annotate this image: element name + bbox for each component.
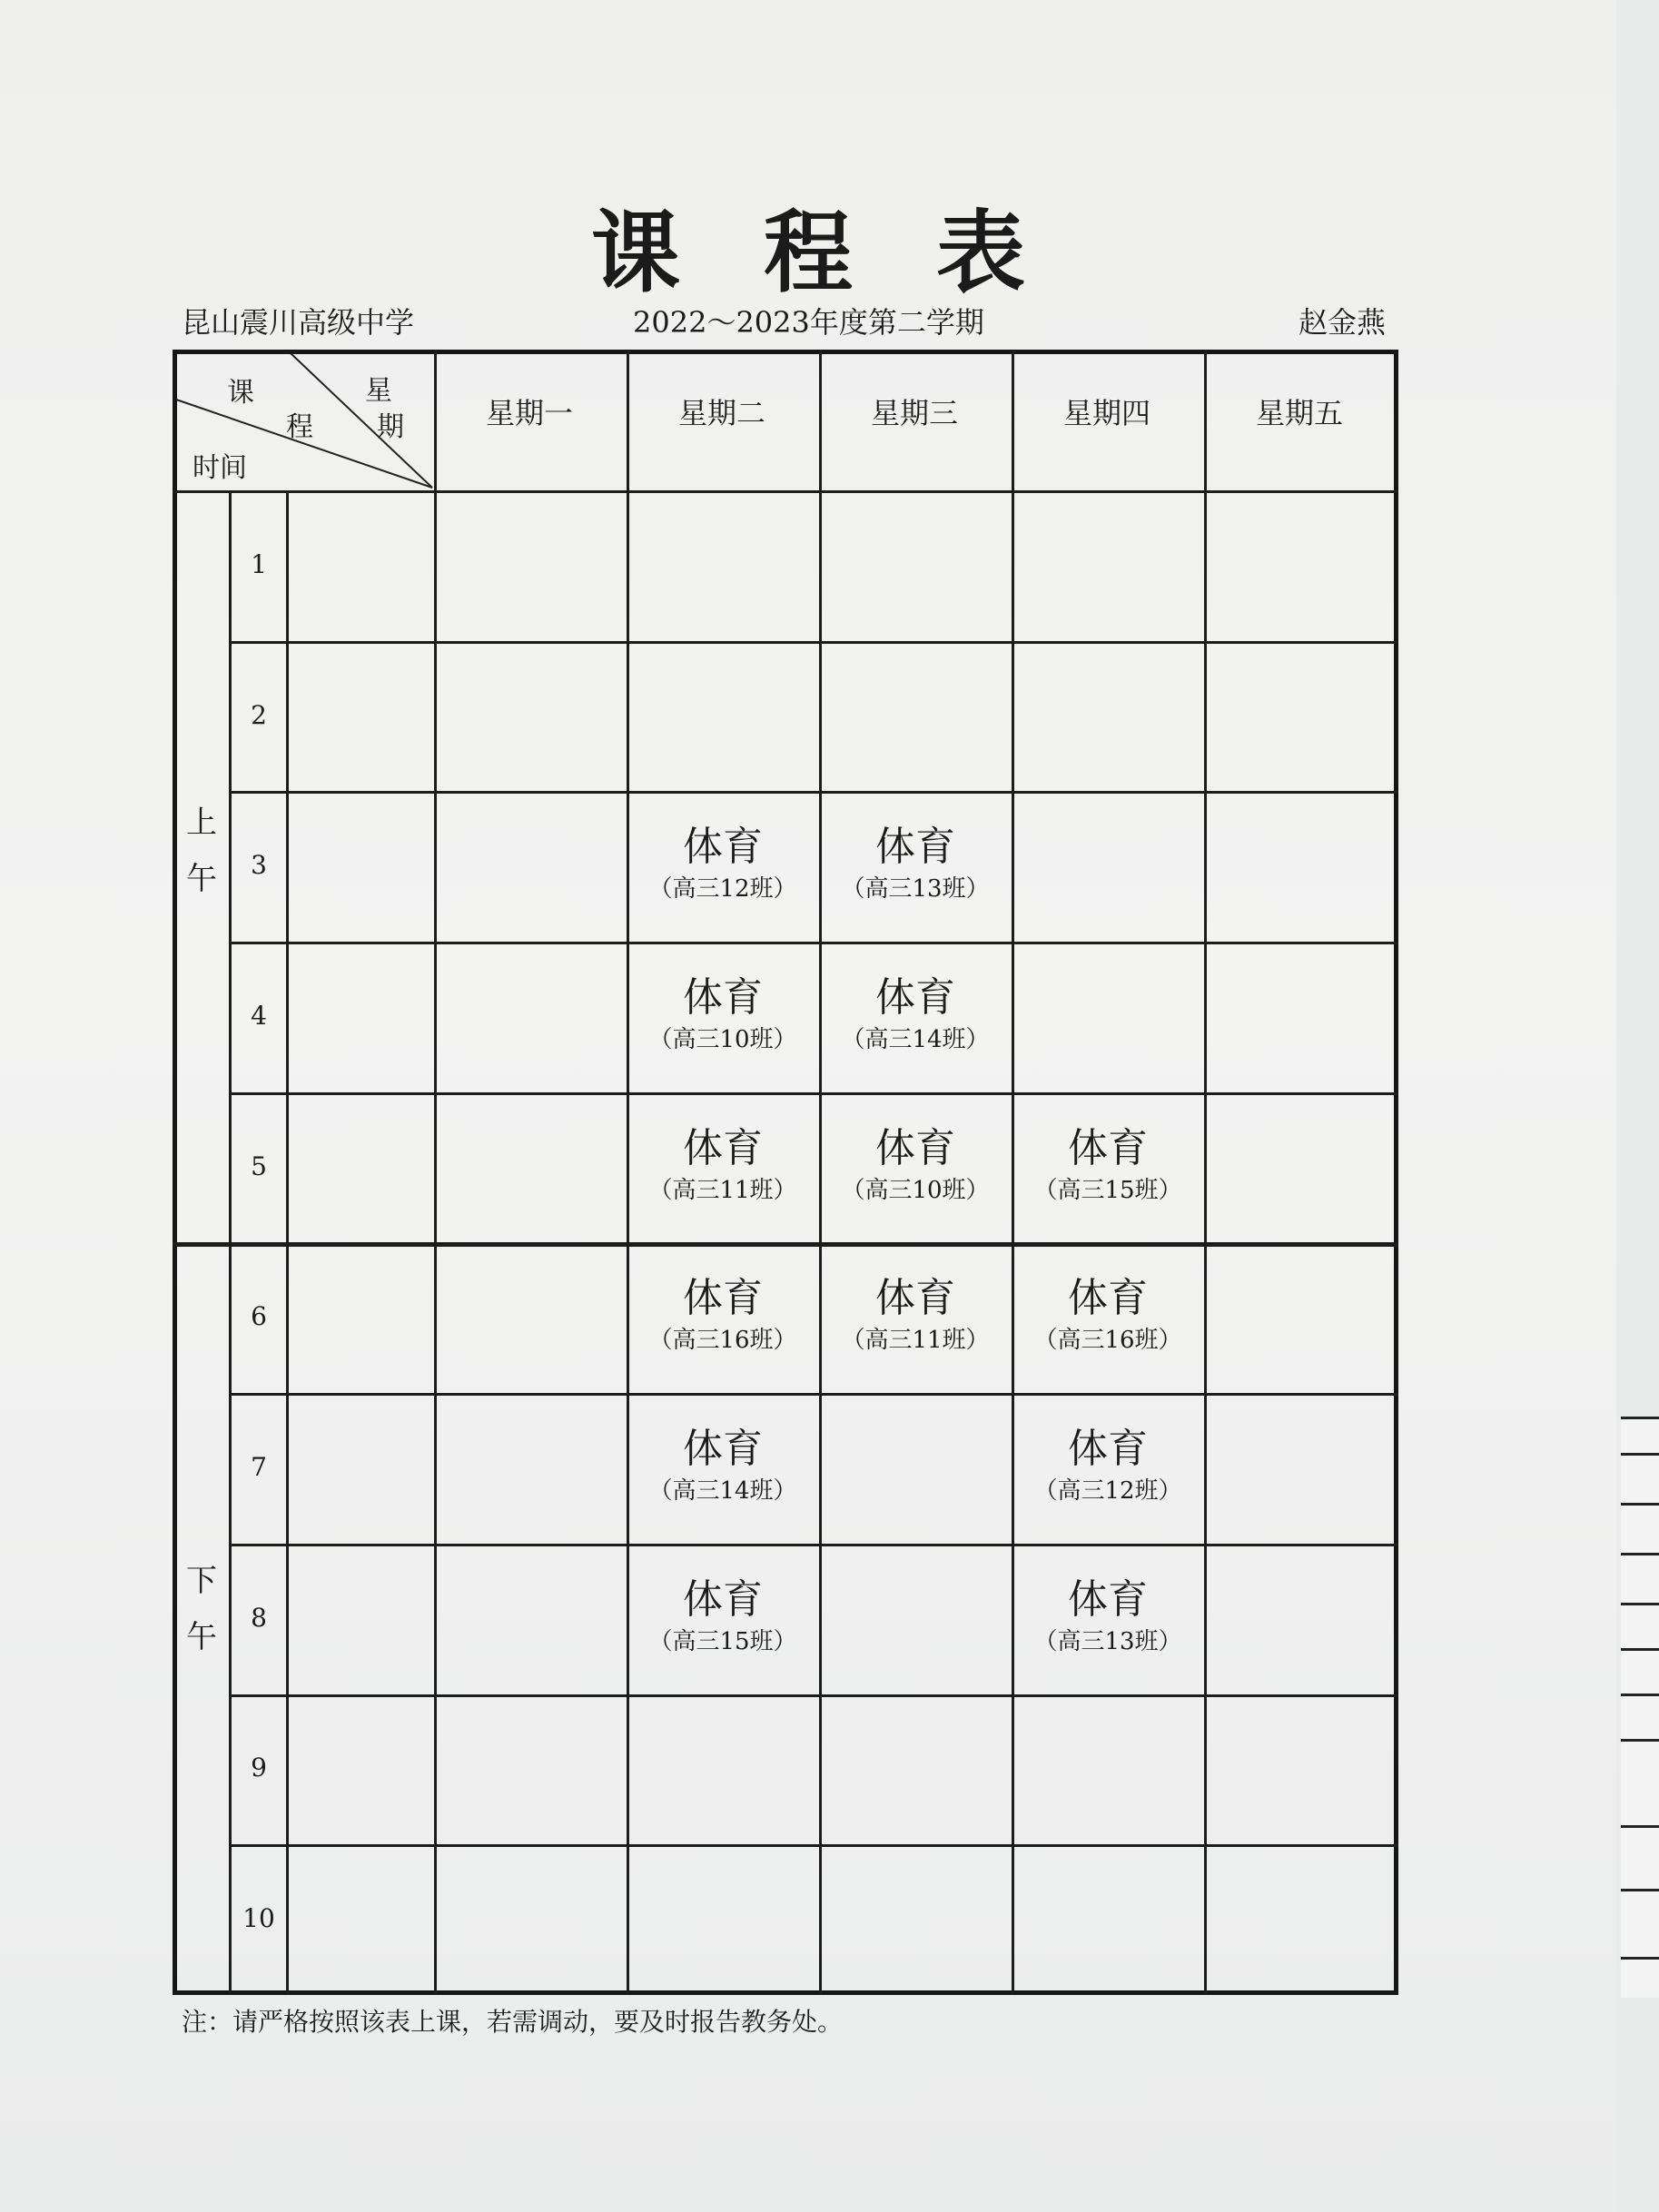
session-char: 上 xyxy=(186,805,217,841)
row-divider xyxy=(229,1544,1398,1546)
class-label: （高三14班） xyxy=(648,1477,797,1506)
title-char: 程 xyxy=(763,202,853,305)
class-label: （高三15班） xyxy=(1033,1176,1182,1204)
edge-rule-line xyxy=(1621,1957,1659,1960)
class-entry xyxy=(819,1276,1012,1356)
school-name: 昆山震川高级中学 xyxy=(182,305,415,340)
subject-label: 体育 xyxy=(875,1124,955,1171)
subject-label: 体育 xyxy=(1068,1124,1148,1171)
period-number: 3 xyxy=(251,850,267,881)
subject-label: 体育 xyxy=(683,1575,763,1623)
edge-rule-line xyxy=(1621,1603,1659,1605)
class-label: （高三11班） xyxy=(648,1176,797,1204)
subject-label: 体育 xyxy=(683,1124,763,1171)
class-entry xyxy=(819,975,1012,1055)
subject-label: 体育 xyxy=(683,1275,763,1322)
title-char: 表 xyxy=(936,202,1026,305)
row-divider xyxy=(229,791,1398,794)
class-label: （高三11班） xyxy=(841,1327,990,1355)
session-char: 下 xyxy=(186,1563,217,1599)
period-number: 10 xyxy=(242,1903,275,1934)
class-entry xyxy=(627,975,819,1055)
edge-rule-line xyxy=(1621,1553,1659,1555)
title-char: 课 xyxy=(590,202,680,305)
class-label: （高三13班） xyxy=(1033,1627,1182,1655)
class-entry xyxy=(627,1126,819,1206)
class-label: （高三16班） xyxy=(648,1327,797,1355)
edge-rule-line xyxy=(1621,1453,1659,1456)
class-entry xyxy=(627,825,819,904)
class-label: （高三10班） xyxy=(841,1176,990,1204)
edge-rule-line xyxy=(1621,1889,1659,1891)
class-entry xyxy=(627,1427,819,1506)
period-number: 9 xyxy=(251,1753,267,1783)
class-entry xyxy=(819,825,1012,904)
period-number: 6 xyxy=(251,1301,267,1332)
edge-rule-line xyxy=(1621,1503,1659,1506)
row-divider xyxy=(229,641,1398,644)
class-entry xyxy=(1012,1126,1204,1206)
corner-course-label: 课 xyxy=(227,377,254,409)
page-title xyxy=(0,182,1616,310)
class-label: （高三14班） xyxy=(841,1025,990,1053)
corner-course-label: 程 xyxy=(286,411,313,443)
session-char: 午 xyxy=(186,1619,217,1655)
class-label: （高三12班） xyxy=(648,875,797,904)
corner-time-label: 时间 xyxy=(193,452,247,484)
period-number: 7 xyxy=(251,1452,267,1483)
day-header: 星期一 xyxy=(485,396,573,430)
session-char: 午 xyxy=(186,861,217,897)
day-header: 星期三 xyxy=(870,396,958,430)
class-label: （高三10班） xyxy=(648,1025,797,1053)
column-divider xyxy=(1204,350,1207,1995)
subject-label: 体育 xyxy=(683,1426,763,1473)
class-entry xyxy=(1012,1577,1204,1657)
day-header: 星期四 xyxy=(1062,396,1150,430)
subject-label: 体育 xyxy=(1068,1426,1148,1473)
period-number: 2 xyxy=(251,699,267,730)
class-label: （高三16班） xyxy=(1033,1327,1182,1355)
period-number: 4 xyxy=(251,1000,267,1031)
row-divider xyxy=(229,1694,1398,1697)
class-entry xyxy=(819,1126,1012,1206)
edge-rule-line xyxy=(1621,1825,1659,1828)
term-label: 2022～2023年度第二学期 xyxy=(633,305,984,340)
period-number: 8 xyxy=(251,1602,267,1633)
subject-label: 体育 xyxy=(875,1275,955,1322)
subject-label: 体育 xyxy=(1068,1275,1148,1322)
subject-label: 体育 xyxy=(683,824,763,871)
subject-label: 体育 xyxy=(683,973,763,1021)
adjacent-paper-edge xyxy=(1621,1417,1659,1998)
row-divider xyxy=(229,1844,1398,1847)
period-number: 1 xyxy=(251,548,267,579)
edge-rule-line xyxy=(1621,1694,1659,1696)
edge-rule-line xyxy=(1621,1739,1659,1742)
footer-note: 注：请严格按照该表上课，若需调动，要及时报告教务处。 xyxy=(182,2007,844,2037)
day-header: 星期二 xyxy=(677,396,765,430)
row-divider xyxy=(229,1393,1398,1396)
edge-rule-line xyxy=(1621,1648,1659,1651)
row-divider xyxy=(229,1092,1398,1095)
column-divider xyxy=(434,350,437,1995)
class-entry xyxy=(1012,1276,1204,1356)
day-header: 星期五 xyxy=(1255,396,1343,430)
corner-week-label: 星 xyxy=(365,375,392,407)
class-entry xyxy=(627,1276,819,1356)
class-label: （高三15班） xyxy=(648,1627,797,1655)
edge-rule-line xyxy=(1621,1417,1659,1419)
teacher-name: 赵金燕 xyxy=(1299,305,1387,340)
session-divider xyxy=(173,1242,1398,1247)
class-label: （高三13班） xyxy=(841,875,990,904)
class-entry xyxy=(627,1577,819,1657)
corner-week-label: 期 xyxy=(377,411,404,443)
row-divider xyxy=(229,942,1398,944)
period-number: 5 xyxy=(251,1150,267,1181)
timetable xyxy=(173,350,1398,1995)
class-label: （高三12班） xyxy=(1033,1477,1182,1506)
subject-label: 体育 xyxy=(875,973,955,1021)
row-divider xyxy=(173,490,1398,493)
class-entry xyxy=(1012,1427,1204,1506)
subject-label: 体育 xyxy=(875,824,955,871)
subject-label: 体育 xyxy=(1068,1575,1148,1623)
